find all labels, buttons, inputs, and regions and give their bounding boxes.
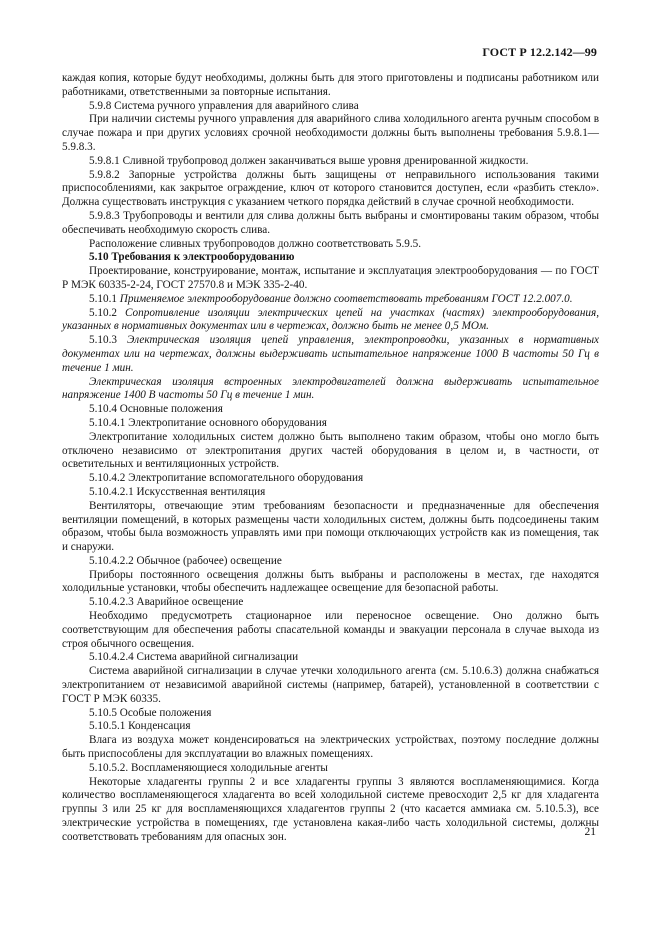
section-heading: 5.10.4.1 Электропитание основного оборудования <box>89 416 327 429</box>
section-heading: 5.10.4.2.1 Искусственная вентиляция <box>89 485 266 498</box>
paragraph: 5.9.8.3 Трубопроводы и вентили для слива должны быть выбраны и смонтированы таким образом, чтобы обеспечивать необходимую скорость слива. <box>62 209 599 236</box>
section-heading: 5.10.4.2.2 Обычное (рабочее) освещение <box>89 554 282 567</box>
paragraph: Необходимо предусмотреть стационарное или переносное освещение. Оно должно быть соответствующим для обеспечения работы спасательной команды и эвакуации персонала в случае выхода из строя обычного освещения. <box>62 610 599 650</box>
clause-number: 5.10.2 <box>89 306 117 319</box>
page-number: 21 <box>584 826 596 838</box>
paragraph: Некоторые хладагенты группы 2 и все хладагенты группы 3 являются воспламеняющимися. Когда количество воспламеняющегося хладагента во всей холодильной системе превосходит 2,5 кг для хладагента группы 3 или 25 кг для воспламеняющихся хладагентов группы 2 (что касается аммиака см. 5.10.5.3), все электрические устройства в помещениях, где установлена какая-либо часть холодильной системы, должны соответствовать требованиям для опасных зон. <box>62 775 599 843</box>
clause-text: Электрическая изоляция цепей управления, электропроводки, указанных в нормативных документах или на чертежах, должны выдерживать испытательное напряжение 1000 В частоты 50 Гц в течение 1 мин. <box>62 334 599 374</box>
paragraph: 5.9.8.2 Запорные устройства должны быть защищены от неправильного использования такими приспособлениями, как закрытое ограждение, ключ от которого становится доступен, если «разбить стекло». Должна существовать инструкция с указанием четкого порядка действий в случае срочной необходимости. <box>62 168 599 209</box>
section-heading: 5.10.5.2. Воспламеняющиеся холодильные агенты <box>89 761 328 774</box>
paragraph: каждая копия, которые будут необходимы, должны быть для этого приготовлены и подписаны работником или работниками, ответственными за повторные испытания. <box>62 72 599 98</box>
paragraph <box>62 334 599 375</box>
paragraph: Расположение сливных трубопроводов должно соответствовать 5.9.5. <box>89 237 422 250</box>
paragraph: Система аварийной сигнализации в случае утечки холодильного агента (см. 5.10.6.3) должна снабжаться электропитанием от независимой аварийной системы (например, батарей), установленной в соответствии с ГОСТ Р МЭК 60335. <box>62 665 599 705</box>
paragraph <box>62 293 599 307</box>
clause-number: 5.10.3 <box>89 334 117 347</box>
body-text <box>62 72 599 845</box>
paragraph <box>62 307 599 335</box>
section-heading: 5.10.4 Основные положения <box>89 403 223 416</box>
clause-text: Применяемое электрооборудование должно соответствовать требованиям ГОСТ 12.2.007.0. <box>119 292 573 305</box>
section-heading: 5.10.5.1 Конденсация <box>89 720 191 733</box>
document-header: ГОСТ Р 12.2.142—99 <box>482 45 597 59</box>
section-heading: 5.10.4.2 Электропитание вспомогательного оборудования <box>89 472 364 485</box>
section-heading: 5.10.4.2.4 Система аварийной сигнализации <box>89 651 299 664</box>
paragraph: Влага из воздуха может конденсироваться на электрических устройствах, поэтому последние должны быть приспособлены для эксплуатации во влажных помещениях. <box>62 734 599 761</box>
paragraph: При наличии системы ручного управления для аварийного слива холодильного агента ручным способом в случае пожара и при других условиях срочной необходимости должны быть выполнены требования 5.9.8.1—5.9.8.3. <box>62 113 599 153</box>
section-heading: 5.10 Требования к электрооборудованию <box>89 251 295 264</box>
paragraph: Электропитание холодильных систем должно быть выполнено таким образом, чтобы оно могло быть отключено независимо от электропитания других частей оборудования в целом и, в частности, от осветительных и вентиляционных устройств. <box>62 430 599 471</box>
paragraph: 5.9.8.1 Сливной трубопровод должен заканчиваться выше уровня дренированной жидкости. <box>89 154 529 167</box>
paragraph: Электрическая изоляция встроенных электродвигателей должна выдерживать испытательное напряжение 1400 В частоты 50 Гц в течение 1 мин. <box>62 375 599 402</box>
section-heading: 5.10.5 Особые положения <box>89 706 212 719</box>
section-heading: 5.9.8 Система ручного управления для аварийного слива <box>89 99 359 112</box>
paragraph: Вентиляторы, отвечающие этим требованиям безопасности и предназначенные для обеспечения вентиляции помещений, в которых размещены части холодильных систем, должны быть подсоединены таким образом, чтобы была возможность управлять ими при помощи отключающих устройств как из помещения, так и снаружи. <box>62 499 599 554</box>
paragraph: Приборы постоянного освещения должны быть выбраны и расположены в местах, где находятся холодильные установки, чтобы обеспечить надлежащее освещение для безопасной работы. <box>62 568 599 595</box>
clause-number: 5.10.1 <box>89 292 117 305</box>
section-heading: 5.10.4.2.3 Аварийное освещение <box>89 596 244 609</box>
paragraph: Проектирование, конструирование, монтаж, испытание и эксплуатация электрооборудования — по ГОСТ Р МЭК 60335-2-24, ГОСТ 27570.8 и МЭК 335-2-40. <box>62 265 599 291</box>
clause-text: Сопротивление изоляции электрических цепей на участках (частях) электрооборудования, указанных в нормативных документах или в чертежах, должно быть не менее 0,5 МОм. <box>62 306 599 333</box>
